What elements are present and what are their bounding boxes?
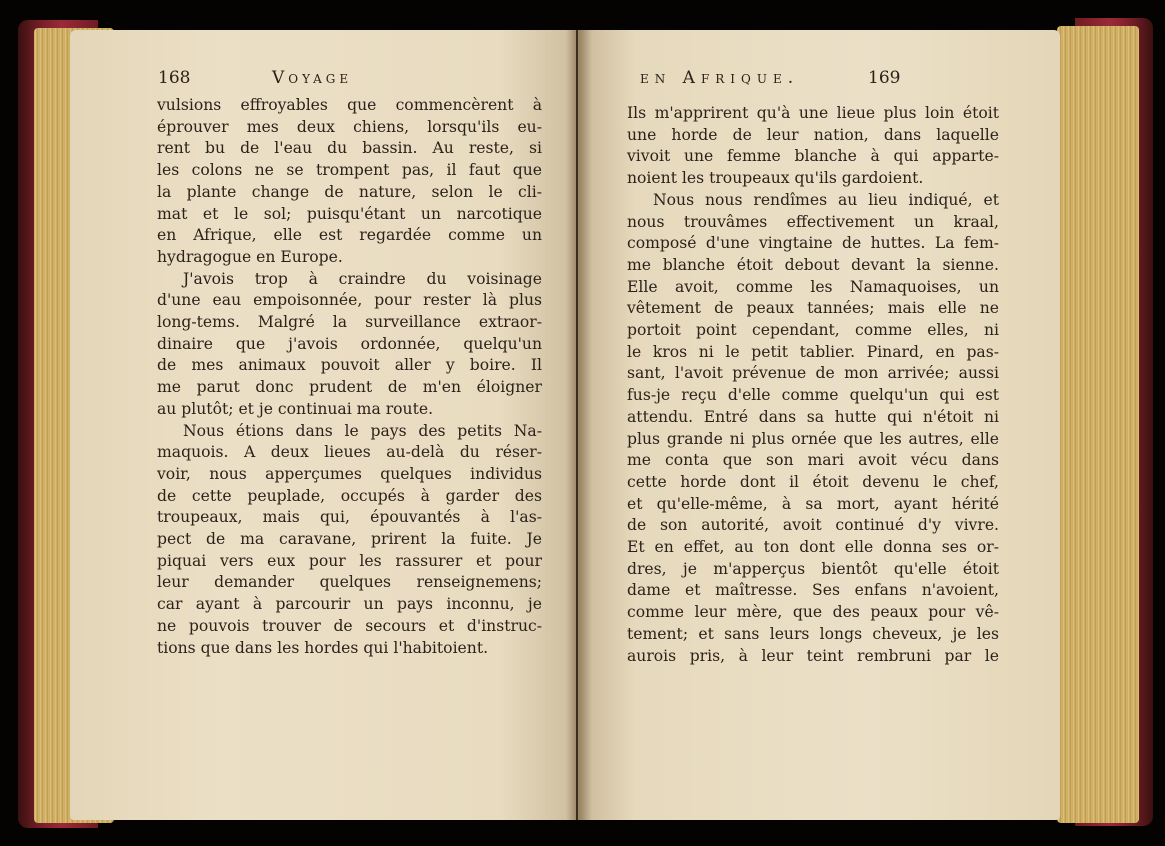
text-line: comme leur mère, que des peaux pour vê- (627, 603, 999, 622)
text-line: Nous étions dans le pays des petits Na- (183, 421, 542, 440)
text-line: vêtement de peaux tannées; mais elle ne (627, 299, 999, 318)
text-line: rent bu de l'eau du bassin. Au reste, si (157, 139, 542, 158)
text-line: la plante change de nature, selon le cli- (157, 182, 542, 201)
text-line: de son autorité, avoit continué d'y vivre. (627, 516, 999, 535)
text-line: troupeaux, mais qui, épouvantés à l'as- (157, 508, 542, 527)
left-page-number: 168 (158, 68, 191, 88)
text-line: dinaire que j'avois ordonnée, quelqu'un (157, 334, 542, 353)
text-line: cette horde dont il étoit devenu le chef, (627, 472, 999, 491)
text-line: Et en effet, au ton dont elle donna ses or- (627, 538, 999, 557)
text-line: piquai vers eux pour les rassurer et pour (157, 551, 542, 570)
text-line: les colons ne se trompent pas, il faut que (157, 161, 542, 180)
text-line: composé d'une vingtaine de huttes. La fem- (627, 234, 999, 253)
text-line: ne pouvois trouver de secours et d'instruc- (157, 616, 542, 635)
text-line: de cette peuplade, occupés à garder des (157, 486, 542, 505)
text-line: sant, l'avoit prévenue de mon arrivée; aussi (627, 364, 999, 383)
text-line: Nous nous rendîmes au lieu indiqué, et (653, 190, 999, 209)
book-gutter (566, 30, 592, 820)
text-line: et qu'elle-même, à sa mort, ayant hérité (627, 494, 999, 513)
right-page-number: 169 (868, 68, 901, 88)
text-line: aurois pris, à leur teint rembruni par le (627, 646, 999, 665)
right-page-text (627, 103, 999, 667)
text-line: me blanche étoit debout devant la sienne. (627, 255, 999, 274)
text-line: me conta que son mari avoit vécu dans (627, 451, 999, 470)
text-line: mat et le sol; puisqu'étant un narcotique (157, 204, 542, 223)
right-gilt-edge (1057, 26, 1139, 823)
text-line: Elle avoit, comme les Namaquoises, un (627, 277, 999, 296)
text-line: fus-je reçu d'elle comme quelqu'un qui est (627, 386, 999, 405)
text-line: tement; et sans leurs longs cheveux, je les (627, 624, 999, 643)
text-line: leur demander quelques renseignemens; (157, 573, 542, 592)
text-line: long-tems. Malgré la surveillance extraor- (157, 313, 542, 332)
text-line: nous trouvâmes effectivement un kraal, (627, 212, 999, 231)
text-line: le kros ni le petit tablier. Pinard, en pas- (627, 342, 999, 361)
text-line: dame et maîtresse. Ses enfans n'avoient, (627, 581, 999, 600)
text-line: vulsions effroyables que commencèrent à (157, 96, 542, 114)
text-line: plus grande ni plus ornée que les autres, elle (627, 429, 999, 448)
text-line: noient les troupeaux qu'ils gardoient. (627, 169, 924, 188)
text-line: vivoit une femme blanche à qui apparte- (627, 147, 999, 166)
text-line: éprouver mes deux chiens, lorsqu'ils eu- (157, 117, 542, 136)
text-line: car ayant à parcourir un pays inconnu, je (157, 595, 542, 614)
text-line: J'avois trop à craindre du voisinage (183, 269, 542, 288)
text-line: pect de ma caravane, prirent la fuite. Je (157, 530, 542, 549)
text-line: attendu. Entré dans sa hutte qui n'étoit ni (627, 407, 999, 426)
text-line: en Afrique, elle est regardée comme un (157, 226, 542, 245)
text-line: dres, je m'apperçus bientôt qu'elle étoit (627, 559, 999, 578)
text-line: d'une eau empoisonnée, pour rester là plus (157, 291, 542, 310)
text-line: tions que dans les hordes qui l'habitoient. (157, 638, 489, 657)
text-line: une horde de leur nation, dans laquelle (627, 125, 999, 144)
text-line: Ils m'apprirent qu'à une lieue plus loin étoit (627, 104, 999, 122)
right-running-head: en Afrique. (640, 68, 800, 88)
left-page-text (157, 95, 542, 659)
text-line: me parut donc prudent de m'en éloigner (157, 378, 542, 397)
text-line: maquois. A deux lieues au-delà du réser- (157, 443, 542, 462)
text-line: portoit point cependant, comme elles, ni (627, 321, 999, 340)
text-line: au plutôt; et je continuai ma route. (157, 399, 434, 418)
text-line: hydragogue en Europe. (157, 247, 343, 266)
text-line: de mes animaux pouvoit aller y boire. Il (157, 356, 542, 375)
left-running-head: Voyage (272, 68, 353, 88)
text-line: voir, nous apperçumes quelques individus (157, 464, 542, 483)
